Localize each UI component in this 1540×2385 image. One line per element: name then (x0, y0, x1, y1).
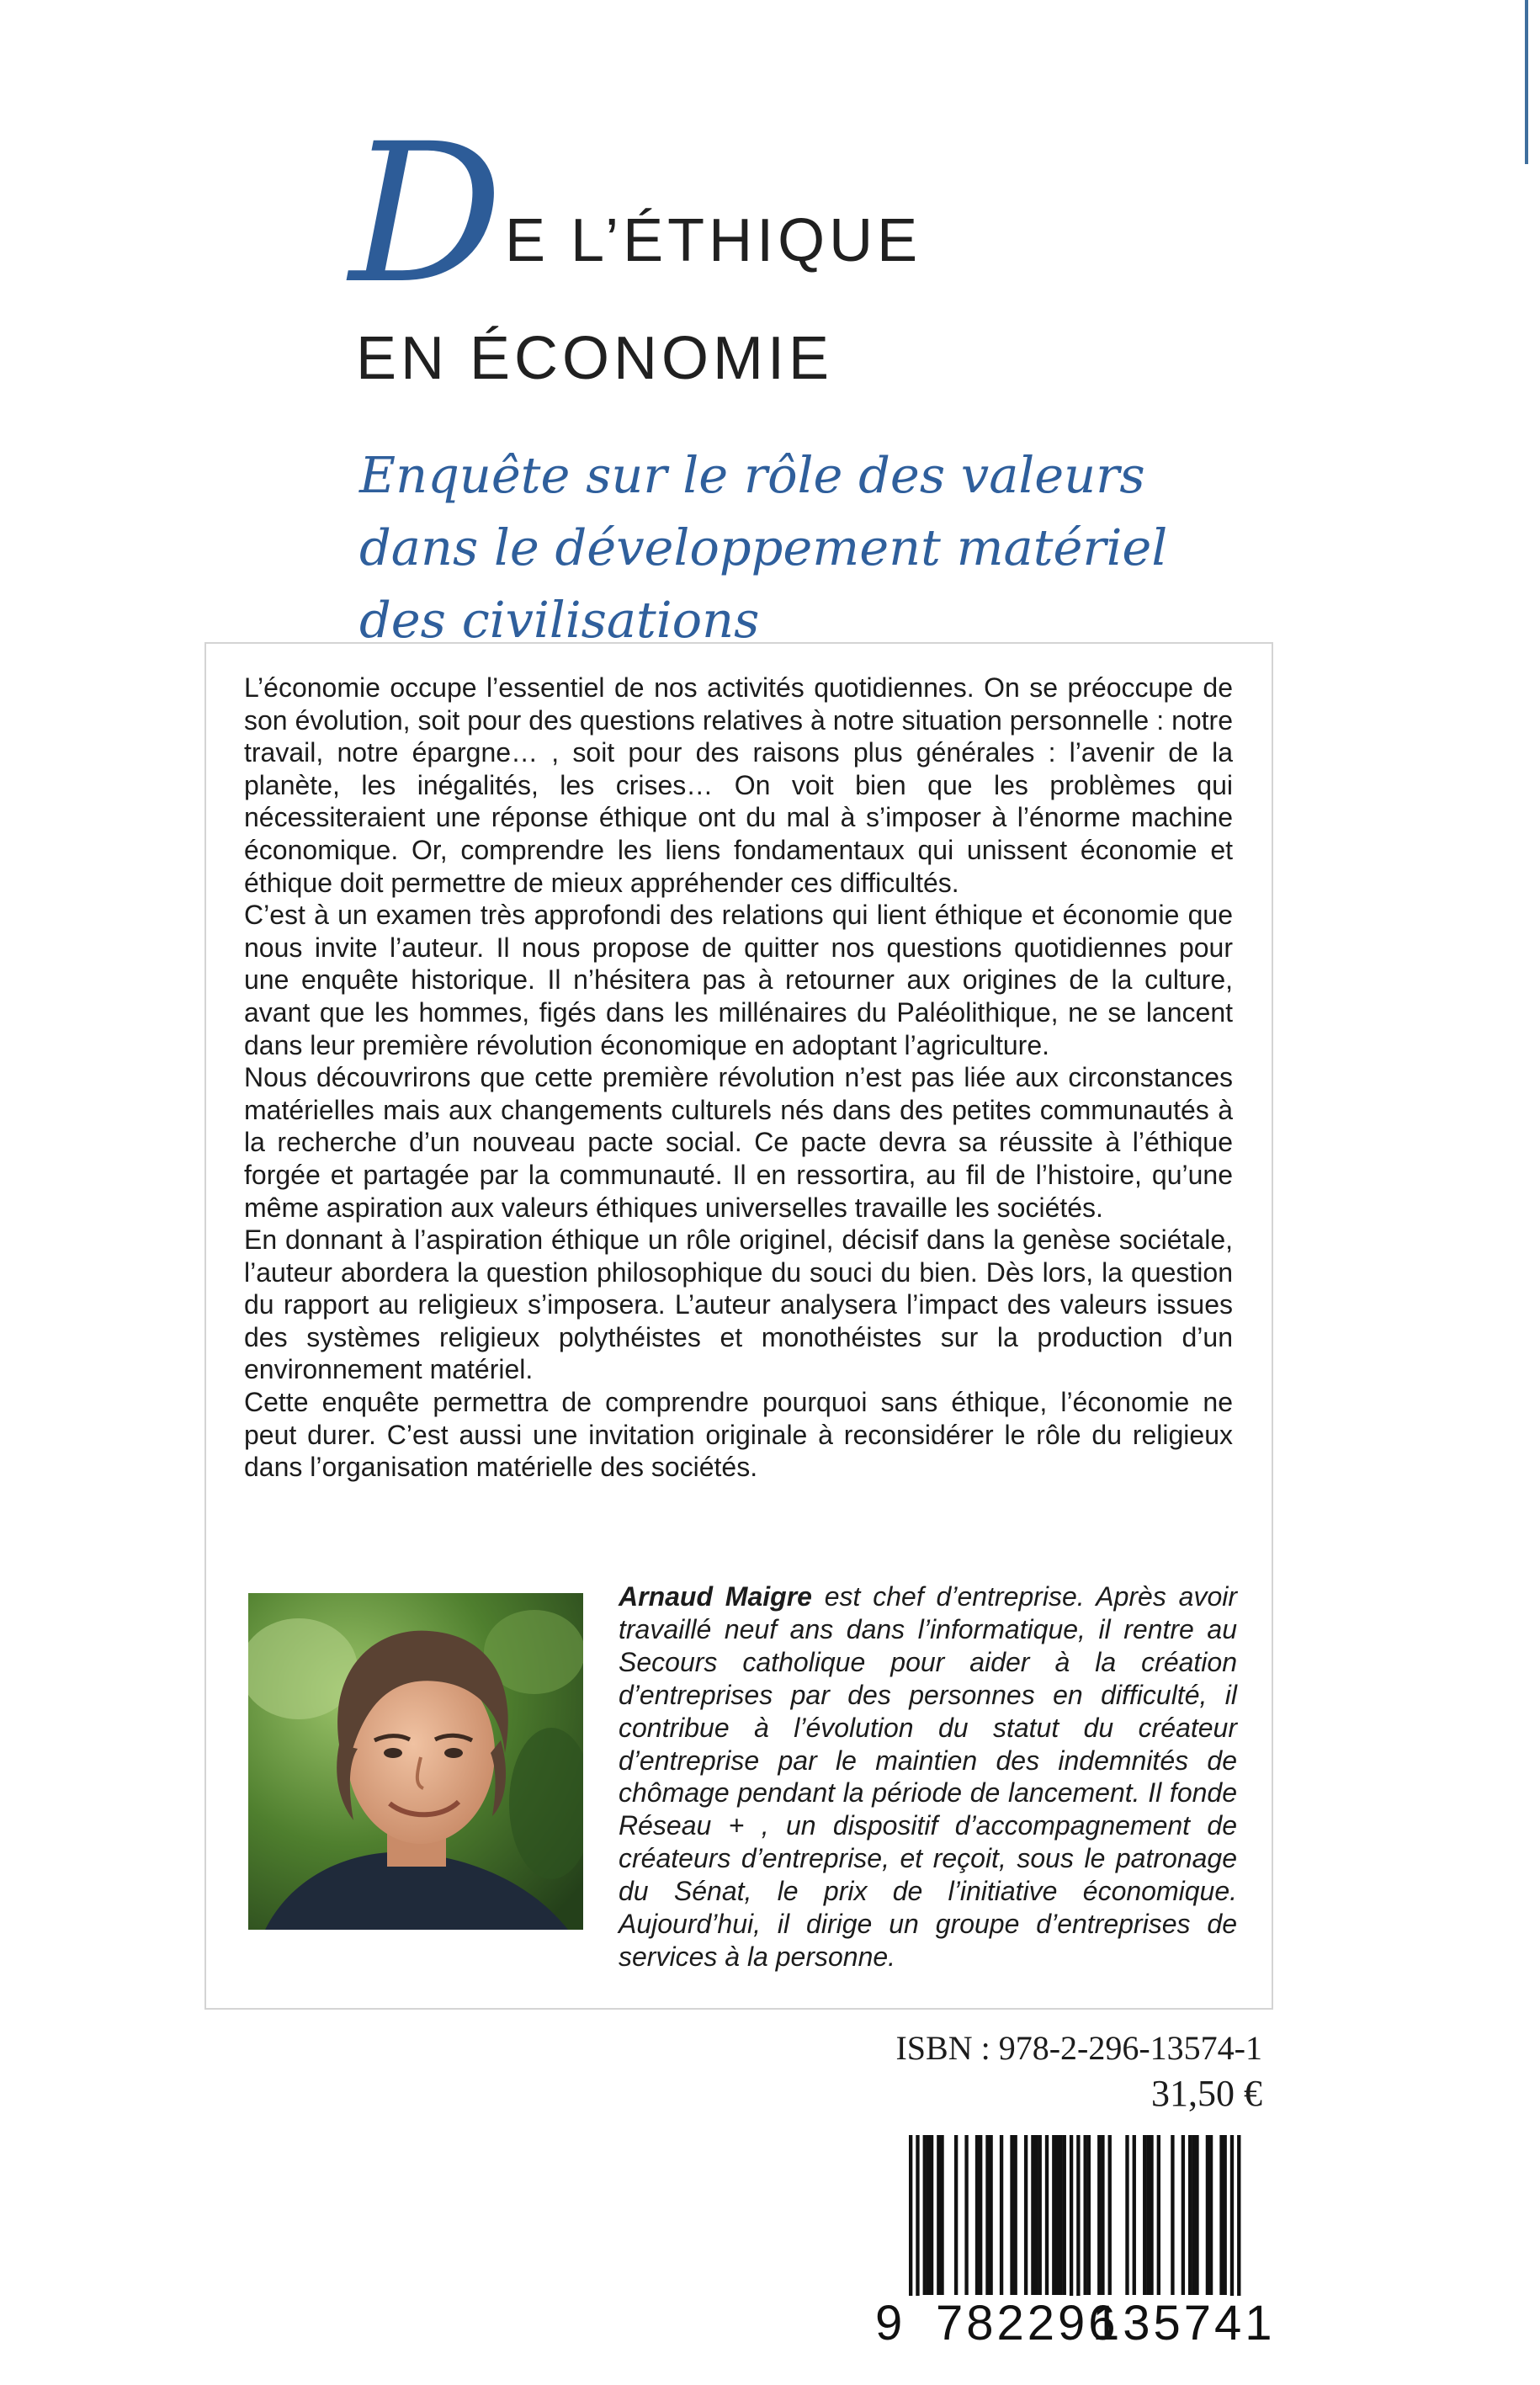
barcode-bar (1059, 2135, 1062, 2295)
barcode-bar (1209, 2135, 1213, 2295)
barcode-bar (1000, 2135, 1003, 2295)
blurb-paragraph: Cette enquête permettra de comprendre pourquoi sans éthique, l’économie ne peut durer. C’est aussi une invitation originale à reconsidérer le rôle du religieux dans l’organisation matérielle des sociétés. (244, 1387, 1233, 1483)
barcode-bar (1097, 2135, 1101, 2295)
barcode-bar (1182, 2135, 1185, 2295)
barcode-digit-group-1: 782296 (936, 2296, 1119, 2350)
barcode-bar (1195, 2135, 1198, 2295)
barcode-bar (1224, 2135, 1227, 2295)
barcode-bar (964, 2135, 968, 2295)
price-label: 31,50 € (1151, 2073, 1262, 2114)
barcode-bar (975, 2135, 979, 2295)
barcode-bar (1157, 2135, 1160, 2295)
barcode-bar (1038, 2135, 1042, 2295)
barcode-bar (1087, 2135, 1091, 2295)
barcode-bar (1108, 2135, 1112, 2295)
barcode-bar (1014, 2135, 1017, 2295)
barcode-bar (937, 2135, 940, 2295)
barcode-bar (1084, 2135, 1087, 2295)
barcode-bar (1125, 2135, 1128, 2295)
author-bio (619, 1580, 1237, 1973)
barcode-first-digit: 9 (875, 2296, 903, 2350)
subtitle-line: Enquête sur le rôle des valeurs (359, 446, 1145, 504)
barcode-bar (1010, 2135, 1013, 2295)
barcode-bar (954, 2135, 958, 2295)
barcode-bar (1055, 2135, 1059, 2295)
subtitle-line: des civilisations (359, 591, 760, 649)
blurb-paragraph: Nous découvrirons que cette première révolution n’est pas liée aux circonstances matérielles mais aux changements culturels nés dans des petites communautés à la recherche d’un nouveau pacte social. Ce pacte devra sa réussite à l’éthique forgée et partagée par la communauté. Il en ressortira, au fil de l’histoire, qu’une même aspiration aux valeurs éthiques universelles travaille les sociétés. (244, 1062, 1233, 1223)
spine-edge-line (1525, 0, 1528, 164)
isbn-label: ISBN : 978-2-296-13574-1 (895, 2029, 1262, 2067)
barcode-bar (1146, 2135, 1150, 2295)
barcode-bar (1206, 2135, 1209, 2295)
author-photo (248, 1593, 583, 1930)
barcode-bar (1133, 2135, 1136, 2295)
barcode-bar (1031, 2135, 1034, 2295)
barcode-bar (1188, 2135, 1192, 2295)
barcode-bar (1063, 2135, 1066, 2295)
blurb-paragraph: C’est à un examen très approfondi des relations qui lient éthique et économie que nous invite l’auteur. Il nous propose de quitter nos questions quotidiennes pour une enquête historique. Il n’hésitera pas à retourner aux origines de la culture, avant que les hommes, figés dans les millénaires du Paléolithique, ne se lancent dans leur première révolution économique en adoptant l’agriculture. (244, 900, 1233, 1060)
barcode-bar (985, 2135, 989, 2295)
blurb-text (244, 672, 1233, 1484)
blurb-paragraph: L’économie occupe l’essentiel de nos activités quotidiennes. On se préoccupe de son évolution, soit pour des questions relatives à notre situation personnelle : notre travail, notre épargne… , soit pour des raisons plus générales : l’avenir de la planète, les inégalités, les crises… On voit bien que les problèmes qui nécessiteraient une réponse éthique ont du mal à s’imposer à l’énorme machine économique. Or, comprendre les liens fondamentaux qui unissent économie et éthique doit permettre de mieux appréhender ces difficultés. (244, 672, 1233, 898)
barcode-bar (979, 2135, 982, 2295)
title-line-2: EN ÉCONOMIE (356, 325, 834, 392)
barcode-bar (1052, 2135, 1055, 2295)
title-dropcap: D (349, 102, 503, 326)
barcode-digit-group-2: 135741 (1092, 2296, 1276, 2350)
author-name: Arnaud Maigre (619, 1581, 812, 1612)
subtitle (359, 439, 1327, 656)
blurb-paragraph: En donnant à l’aspiration éthique un rôle originel, décisif dans la genèse sociétale, l’auteur abordera la question philosophique du souci du bien. Dès lors, la question du rapport au religieux s’imposera. L’auteur analysera l’impact des valeurs issues des systèmes religieux polythéistes et monothéistes sur la production d’un environnement matériel. (244, 1224, 1233, 1385)
author-bio-text: est chef d’entreprise. Après avoir travaillé neuf ans dans l’informatique, il rentre au Secours catholique pour aider à la création d’entreprises par des personnes en difficulté, il contribue à l’évolution du statut du créateur d’entreprise par le maintien des indemnités de chômage pendant la période de lancement. Il fonde Réseau + , un dispositif d’accompagnement de créateurs d’entreprise, et reçoit, sous le patronage du Sénat, le prix de l’initiative économique. Aujourd’hui, il dirige un groupe d’entreprises de services à la personne. (619, 1581, 1238, 1972)
barcode-bar (1045, 2135, 1049, 2295)
barcode-bar (1034, 2135, 1038, 2295)
barcode-bar (1192, 2135, 1195, 2295)
barcode-bar (1171, 2135, 1174, 2295)
barcode-bar (1101, 2135, 1104, 2295)
barcode-bar (927, 2135, 930, 2295)
barcode-bar (1150, 2135, 1153, 2295)
title-line-1-text: E L’ÉTHIQUE (505, 207, 922, 274)
barcode-bar (989, 2135, 992, 2295)
barcode-bar (1143, 2135, 1146, 2295)
barcode-bar (923, 2135, 927, 2295)
barcode-bar (1024, 2135, 1028, 2295)
barcode-bar (930, 2135, 933, 2295)
barcode-digits (875, 2296, 1276, 2351)
subtitle-line: dans le développement matériel (359, 518, 1168, 576)
barcode-bar (940, 2135, 943, 2295)
barcode-bar (1219, 2135, 1223, 2295)
